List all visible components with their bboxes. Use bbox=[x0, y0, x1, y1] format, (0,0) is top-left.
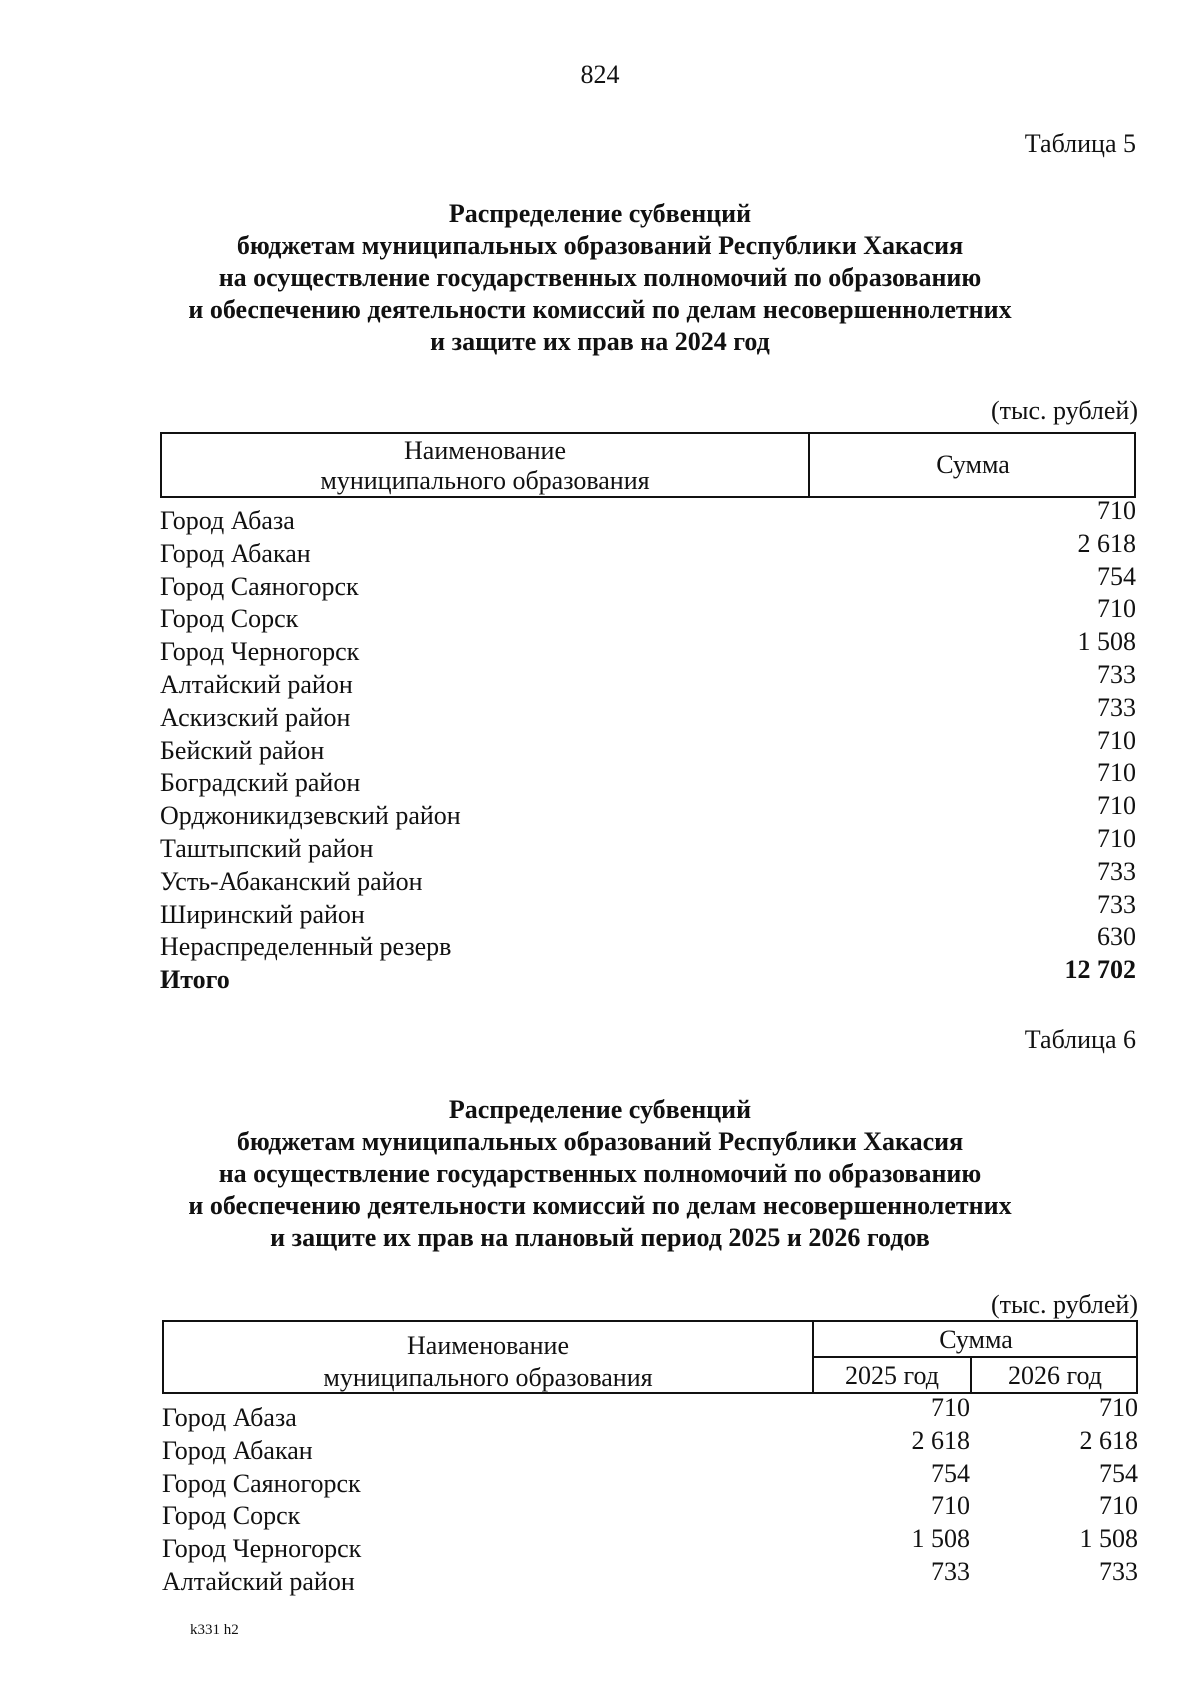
table6-header-name-line2: муниципального образования bbox=[323, 1363, 653, 1392]
row-value-2025: 2 618 bbox=[911, 1425, 970, 1455]
table5-title-line: Распределение субвенций bbox=[448, 199, 752, 228]
table6-body bbox=[162, 1393, 1138, 1596]
table-total-row bbox=[160, 955, 1136, 995]
table-row bbox=[162, 1524, 1138, 1564]
row-value-2025: 710 bbox=[931, 1393, 970, 1422]
footer-code: k331 h2 bbox=[190, 1622, 239, 1638]
row-name: Город Саяногорск bbox=[162, 1468, 361, 1498]
table-row bbox=[160, 594, 1136, 634]
table6-header-sum-divider bbox=[812, 1356, 1136, 1358]
table5-body bbox=[160, 496, 1136, 995]
row-value: 1 508 bbox=[1077, 627, 1136, 657]
table6-title-line: на осуществление государственных полномочий по образованию bbox=[218, 1159, 982, 1188]
row-value-2025: 710 bbox=[931, 1491, 970, 1521]
row-name: Алтайский район bbox=[162, 1566, 355, 1596]
table5-header-name-line2: муниципального образования bbox=[320, 466, 650, 495]
row-value: 710 bbox=[1097, 594, 1136, 624]
table6-title bbox=[100, 1094, 1100, 1254]
table-row bbox=[162, 1425, 1138, 1465]
row-name: Город Саяногорск bbox=[160, 571, 359, 601]
row-name: Город Абакан bbox=[162, 1435, 313, 1465]
row-name: Город Абакан bbox=[160, 538, 311, 568]
row-value-2026: 710 bbox=[1099, 1491, 1138, 1521]
total-value: 12 702 bbox=[1064, 955, 1136, 985]
table5-title-line: бюджетам муниципальных образований Республики Хакасия bbox=[236, 231, 964, 260]
row-name: Орджоникидзевский район bbox=[160, 801, 461, 831]
table5-title-line: и обеспечению деятельности комиссий по делам несовершеннолетних bbox=[188, 295, 1012, 324]
table5-title-line: и защите их прав на 2024 год bbox=[430, 327, 770, 356]
table-row bbox=[162, 1491, 1138, 1531]
row-name: Бейский район bbox=[160, 735, 325, 765]
table-row bbox=[160, 823, 1136, 863]
row-value-2026: 710 bbox=[1099, 1393, 1138, 1422]
table6-header-sum: Сумма bbox=[939, 1325, 1013, 1354]
table-row bbox=[160, 922, 1136, 962]
table6-header-year-2026: 2026 год bbox=[1008, 1361, 1102, 1390]
table6-title-line: и обеспечению деятельности комиссий по делам несовершеннолетних bbox=[188, 1191, 1012, 1220]
row-name: Усть-Абаканский район bbox=[160, 866, 423, 896]
table6-unit: (тыс. рублей) bbox=[990, 1290, 1138, 1319]
total-label: Итого bbox=[160, 965, 230, 995]
page-number: 824 bbox=[580, 60, 620, 89]
table5-unit: (тыс. рублей) bbox=[990, 396, 1138, 425]
row-value-2025: 1 508 bbox=[911, 1524, 970, 1554]
row-name: Нераспределенный резерв bbox=[160, 932, 452, 962]
row-name: Город Черногорск bbox=[162, 1534, 362, 1564]
table5-title-line: на осуществление государственных полномочий по образованию bbox=[218, 263, 982, 292]
row-value: 710 bbox=[1097, 791, 1136, 821]
table5-title bbox=[100, 198, 1100, 358]
table-row bbox=[160, 758, 1136, 798]
row-value: 754 bbox=[1097, 561, 1136, 591]
table-row bbox=[160, 692, 1136, 732]
table-row bbox=[160, 725, 1136, 765]
row-name: Город Абаза bbox=[162, 1403, 297, 1432]
table-row bbox=[160, 627, 1136, 667]
table-row bbox=[160, 561, 1136, 601]
table-row bbox=[160, 791, 1136, 831]
row-name: Город Сорск bbox=[160, 604, 299, 634]
row-value: 733 bbox=[1097, 856, 1136, 886]
table6-header-year-2025: 2025 год bbox=[845, 1361, 939, 1390]
row-name: Боградский район bbox=[160, 768, 361, 798]
row-name: Алтайский район bbox=[160, 669, 353, 699]
row-value-2026: 754 bbox=[1099, 1458, 1138, 1488]
table-row bbox=[160, 659, 1136, 699]
row-name: Таштыпский район bbox=[160, 833, 374, 863]
row-value: 733 bbox=[1097, 659, 1136, 689]
table-row bbox=[162, 1458, 1138, 1498]
table6-title-line: и защите их прав на плановый период 2025 и 2026 годов bbox=[270, 1223, 930, 1252]
table5-header bbox=[160, 432, 1136, 498]
row-value-2025: 733 bbox=[931, 1556, 970, 1586]
row-name: Город Абаза bbox=[160, 506, 295, 535]
row-value: 2 618 bbox=[1077, 528, 1136, 558]
table6-title-line: бюджетам муниципальных образований Республики Хакасия bbox=[236, 1127, 964, 1156]
table5-label: Таблица 5 bbox=[1024, 129, 1136, 158]
table6-header-name-line1: Наименование bbox=[407, 1331, 569, 1360]
table-row bbox=[160, 856, 1136, 896]
table-row bbox=[160, 528, 1136, 568]
row-value: 630 bbox=[1097, 922, 1136, 952]
table6-header bbox=[162, 1320, 1138, 1394]
row-value: 710 bbox=[1097, 823, 1136, 853]
row-name: Ширинский район bbox=[160, 899, 365, 929]
table-row bbox=[160, 889, 1136, 929]
row-value: 733 bbox=[1097, 889, 1136, 919]
table5-header-sum: Сумма bbox=[936, 450, 1010, 479]
row-value-2026: 733 bbox=[1099, 1556, 1138, 1586]
table6-label: Таблица 6 bbox=[1024, 1025, 1136, 1054]
table5-header-name-line1: Наименование bbox=[404, 436, 566, 465]
row-value: 710 bbox=[1097, 725, 1136, 755]
row-name: Город Черногорск bbox=[160, 637, 360, 667]
row-value-2025: 754 bbox=[931, 1458, 970, 1488]
table6-title-line: Распределение субвенций bbox=[448, 1095, 752, 1124]
row-name: Город Сорск bbox=[162, 1501, 301, 1531]
table-row bbox=[160, 496, 1136, 535]
row-value: 710 bbox=[1097, 758, 1136, 788]
row-value-2026: 1 508 bbox=[1079, 1524, 1138, 1554]
table-row bbox=[162, 1556, 1138, 1596]
row-value-2026: 2 618 bbox=[1079, 1425, 1138, 1455]
row-name: Аскизский район bbox=[160, 702, 351, 732]
row-value: 710 bbox=[1097, 496, 1136, 525]
row-value: 733 bbox=[1097, 692, 1136, 722]
table-row bbox=[162, 1393, 1138, 1432]
